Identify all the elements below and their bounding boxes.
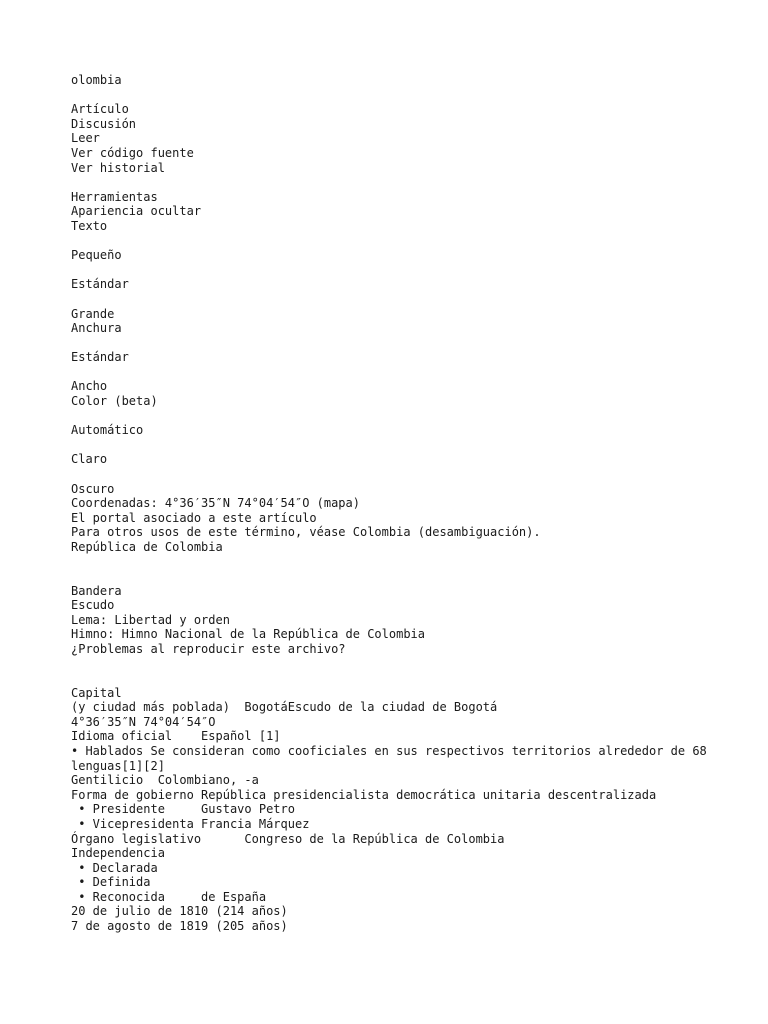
capital-row[interactable]: (y ciudad más poblada) BogotáEscudo de la ciudad de Bogotá [71, 700, 498, 715]
vice-president-row[interactable]: • Vicepresidenta Francia Márquez [71, 816, 310, 831]
text-size-small-option[interactable]: Pequeño [71, 248, 122, 263]
coordinates-link[interactable]: Coordenadas: 4°36′35″N 74°04′54″O (mapa) [71, 496, 360, 511]
demonym-row: Gentilicio Colombiano, -a [71, 773, 259, 788]
text-size-large-option[interactable]: Grande [71, 306, 115, 321]
defined-row: • Definida [71, 875, 151, 890]
tab-discusion[interactable]: Discusión [71, 116, 137, 131]
flag-link[interactable]: Bandera [71, 583, 122, 598]
color-auto-option[interactable]: Automático [71, 423, 144, 438]
color-dark-option[interactable]: Oscuro [71, 481, 115, 496]
text-size-standard-option[interactable]: Estándar [71, 277, 129, 292]
spoken-languages-row: • Hablados Se consideran como cooficiales en sus respectivos territorios alrededor de 68 lenguas[1][2] [71, 743, 707, 773]
portal-link[interactable]: El portal asociado a este artículo [71, 510, 317, 525]
coat-of-arms-link[interactable]: Escudo [71, 598, 115, 613]
legislature-row[interactable]: Órgano legislativo Congreso de la República de Colombia [71, 831, 505, 846]
width-wide-option[interactable]: Ancho [71, 379, 108, 394]
recognized-row: • Reconocida de España [71, 889, 267, 904]
appearance-toggle[interactable]: Apariencia ocultar [71, 204, 202, 219]
infobox [71, 686, 728, 934]
motto: Lema: Libertad y orden [71, 612, 230, 627]
tab-ver-historial[interactable]: Ver historial [71, 160, 165, 175]
disambiguation-note: Para otros usos de este término, véase Colombia (desambiguación). [71, 525, 541, 540]
page-title-fragment: olombia [71, 73, 122, 87]
article-intro [71, 496, 728, 554]
official-language-row: Idioma oficial Español [1] [71, 729, 281, 744]
tools-button[interactable]: Herramientas [71, 189, 158, 204]
tools-menu [71, 190, 728, 496]
article-content [71, 73, 728, 934]
date-1819: 7 de agosto de 1819 (205 años) [71, 919, 288, 934]
anthem-link[interactable]: Himno: Himno Nacional de la República de Colombia [71, 627, 426, 642]
declared-row: • Declarada [71, 860, 158, 875]
tab-ver-codigo[interactable]: Ver código fuente [71, 145, 194, 160]
national-symbols [71, 584, 728, 657]
color-light-option[interactable]: Claro [71, 452, 108, 467]
capital-label: Capital [71, 685, 122, 700]
government-row: Forma de gobierno República presidencialista democrática unitaria descentralizada [71, 787, 657, 802]
color-heading: Color (beta) [71, 394, 158, 409]
country-official-name: República de Colombia [71, 540, 223, 554]
audio-help-link[interactable]: ¿Problemas al reproducir este archivo? [71, 641, 346, 656]
president-row[interactable]: • Presidente Gustavo Petro [71, 802, 295, 817]
tab-articulo[interactable]: Artículo [71, 102, 129, 117]
width-standard-option[interactable]: Estándar [71, 350, 129, 365]
date-1810: 20 de julio de 1810 (214 años) [71, 904, 288, 919]
tab-leer[interactable]: Leer [71, 131, 100, 146]
text-size-heading: Texto [71, 218, 108, 233]
page-tabs [71, 102, 728, 175]
independence-label: Independencia [71, 846, 165, 861]
width-heading: Anchura [71, 321, 122, 336]
capital-coordinates[interactable]: 4°36′35″N 74°04′54″O [71, 714, 216, 729]
